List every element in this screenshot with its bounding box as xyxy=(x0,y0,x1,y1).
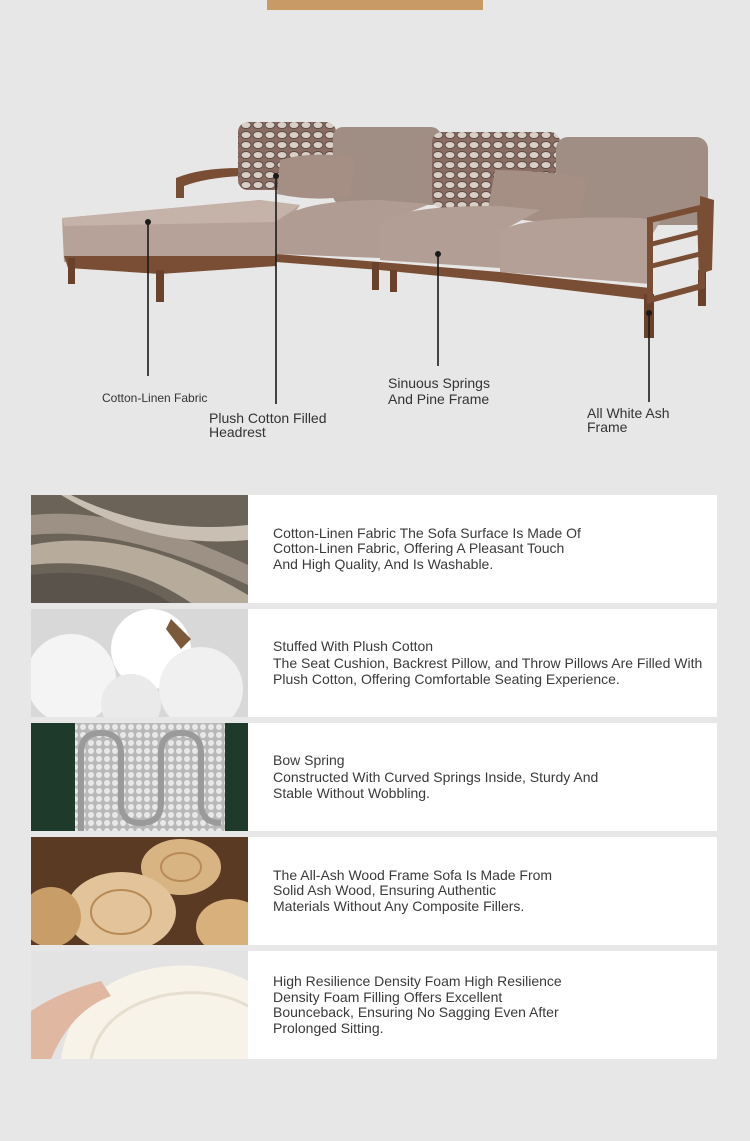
callout-springs-label: Sinuous Springs And Pine Frame xyxy=(388,375,490,407)
feature-row-cotton xyxy=(31,609,717,717)
feature-row-spring xyxy=(31,723,717,831)
linen-fabric-photo xyxy=(31,495,248,603)
callout-frame-label: All White Ash Frame xyxy=(587,405,670,435)
feature-spring-text: Constructed With Curved Springs Inside, Sturdy And Stable Without Wobbling. xyxy=(273,769,599,801)
callout-fabric-label: Cotton-Linen Fabric xyxy=(102,391,208,405)
feature-row-wood xyxy=(31,837,717,945)
feature-spring-title: Bow Spring xyxy=(273,751,345,768)
feature-row-foam xyxy=(31,951,717,1059)
callout-headrest-label: Plush Cotton Filled Headrest xyxy=(209,410,327,440)
feature-cotton-text: The Seat Cushion, Backrest Pillow, and Throw Pillows Are Filled With Plush Cotton, Offering Comfortable Seating Experience. xyxy=(273,655,703,687)
feature-cotton-title: Stuffed With Plush Cotton xyxy=(273,637,434,654)
wood-logs-photo xyxy=(31,837,248,945)
cotton-photo xyxy=(31,609,248,717)
spring-photo xyxy=(31,723,248,831)
feature-fabric-text: Cotton-Linen Fabric The Sofa Surface Is Made Of Cotton-Linen Fabric, Offering A Pleasant Touch And High Quality, And Is Washable. xyxy=(273,524,581,572)
feature-wood-text: The All-Ash Wood Frame Sofa Is Made From Solid Ash Wood, Ensuring Authentic Materials Without Any Composite Fillers. xyxy=(273,866,553,914)
feature-row-fabric xyxy=(31,495,717,603)
feature-foam-text: High Resilience Density Foam High Resilience Density Foam Filling Offers Excellent Bounceback, Ensuring No Sagging Even After Prolonged Sitting. xyxy=(273,973,562,1036)
foam-photo xyxy=(31,951,248,1059)
